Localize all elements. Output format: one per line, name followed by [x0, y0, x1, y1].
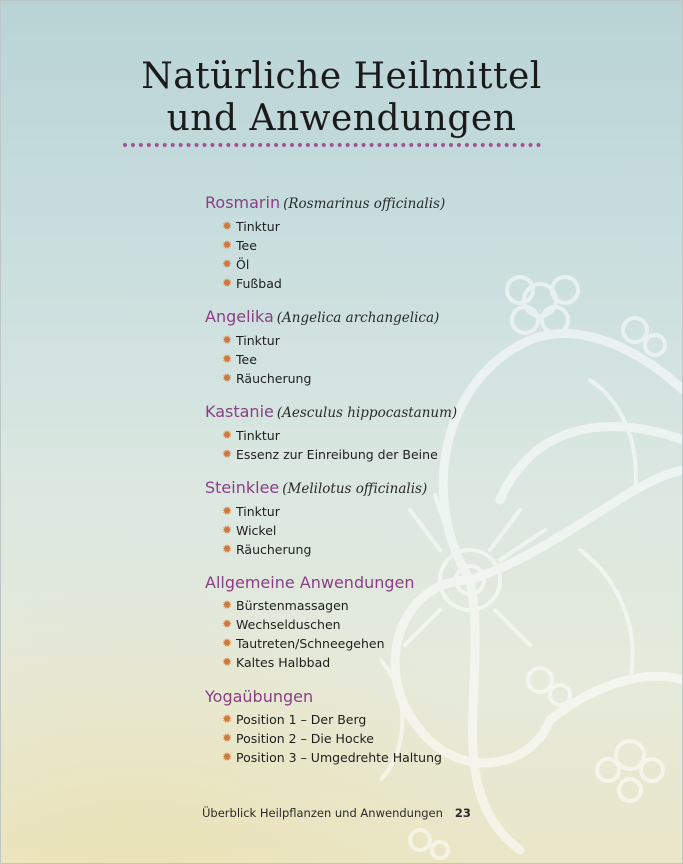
- section-rosmarin: [205, 193, 445, 293]
- section-kastanie: [205, 402, 457, 464]
- star-bullet-icon: ✹: [222, 371, 233, 385]
- list-item-label: Kaltes Halbbad: [236, 655, 331, 670]
- list-item-label: Bürstenmassagen: [236, 598, 349, 613]
- list-item-label: Position 2 – Die Hocke: [236, 731, 374, 746]
- section-heading: [205, 193, 445, 214]
- star-bullet-icon: ✹: [222, 636, 233, 650]
- list-item-label: Tinktur: [236, 219, 280, 234]
- star-bullet-icon: ✹: [222, 447, 233, 461]
- list-item: [205, 710, 442, 729]
- star-bullet-icon: ✹: [222, 352, 233, 366]
- star-bullet-icon: ✹: [222, 276, 233, 290]
- list-item-label: Räucherung: [236, 371, 312, 386]
- section-name: Rosmarin: [205, 193, 281, 212]
- star-bullet-icon: ✹: [222, 655, 233, 669]
- section-allgemeine-anwendungen: [205, 573, 415, 672]
- list-item-label: Tautreten/Schneegehen: [236, 636, 385, 651]
- star-bullet-icon: ✹: [222, 238, 233, 252]
- section-heading: [205, 573, 415, 593]
- page-title-line-1: Natürliche Heilmittel: [141, 56, 542, 97]
- section-yogauebungen: [205, 687, 442, 767]
- list-item: [205, 274, 445, 293]
- list-item-label: Tee: [236, 352, 257, 367]
- section-heading: [205, 307, 439, 328]
- item-list: [205, 426, 457, 464]
- list-item-label: Tinktur: [236, 504, 280, 519]
- list-item-label: Essenz zur Einreibung der Beine: [236, 447, 438, 462]
- section-name: Yogaübungen: [205, 687, 314, 706]
- page-title-line-2: und Anwendungen: [166, 98, 517, 139]
- list-item: [205, 350, 439, 369]
- list-item: [205, 634, 415, 653]
- list-item: [205, 236, 445, 255]
- section-name: Allgemeine Anwendungen: [205, 573, 415, 592]
- list-item: [205, 521, 427, 540]
- list-item: [205, 426, 457, 445]
- section-name: Steinklee: [205, 478, 280, 497]
- list-item: [205, 331, 439, 350]
- page-footer: [202, 806, 471, 820]
- title-divider: [123, 143, 541, 147]
- item-list: [205, 710, 442, 767]
- star-bullet-icon: ✹: [222, 333, 233, 347]
- section-angelika: [205, 307, 439, 388]
- item-list: [205, 596, 415, 672]
- footer-text: Überblick Heilpflanzen und Anwendungen: [202, 806, 443, 820]
- star-bullet-icon: ✹: [222, 750, 233, 764]
- section-latin-name: (Melilotus officinalis): [282, 481, 428, 497]
- star-bullet-icon: ✹: [222, 598, 233, 612]
- section-steinklee: [205, 478, 427, 559]
- star-bullet-icon: ✹: [222, 504, 233, 518]
- list-item-label: Position 3 – Umgedrehte Haltung: [236, 750, 442, 765]
- section-latin-name: (Angelica archangelica): [276, 310, 440, 326]
- list-item-label: Tinktur: [236, 333, 280, 348]
- page-number: 23: [454, 806, 471, 820]
- star-bullet-icon: ✹: [222, 731, 233, 745]
- list-item: [205, 217, 445, 236]
- list-item: [205, 615, 415, 634]
- section-heading: [205, 687, 442, 707]
- list-item-label: Tee: [236, 238, 257, 253]
- item-list: [205, 217, 445, 293]
- star-bullet-icon: ✹: [222, 428, 233, 442]
- section-latin-name: (Rosmarinus officinalis): [283, 196, 446, 212]
- star-bullet-icon: ✹: [222, 712, 233, 726]
- star-bullet-icon: ✹: [222, 523, 233, 537]
- list-item-label: Wickel: [236, 523, 277, 538]
- list-item: [205, 540, 427, 559]
- star-bullet-icon: ✹: [222, 257, 233, 271]
- section-heading: [205, 402, 457, 423]
- list-item: [205, 255, 445, 274]
- item-list: [205, 502, 427, 559]
- page-title: [0, 56, 683, 140]
- section-name: Angelika: [205, 307, 274, 326]
- list-item-label: Fußbad: [236, 276, 282, 291]
- list-item: [205, 369, 439, 388]
- list-item-label: Wechselduschen: [236, 617, 341, 632]
- star-bullet-icon: ✹: [222, 617, 233, 631]
- section-name: Kastanie: [205, 402, 274, 421]
- section-latin-name: (Aesculus hippocastanum): [276, 405, 458, 421]
- item-list: [205, 331, 439, 388]
- list-item-label: Tinktur: [236, 428, 280, 443]
- list-item-label: Position 1 – Der Berg: [236, 712, 367, 727]
- star-bullet-icon: ✹: [222, 542, 233, 556]
- list-item: [205, 729, 442, 748]
- list-item: [205, 502, 427, 521]
- list-item: [205, 445, 457, 464]
- list-item: [205, 596, 415, 615]
- star-bullet-icon: ✹: [222, 219, 233, 233]
- list-item-label: Öl: [236, 257, 250, 272]
- list-item-label: Räucherung: [236, 542, 312, 557]
- list-item: [205, 748, 442, 767]
- section-heading: [205, 478, 427, 499]
- list-item: [205, 653, 415, 672]
